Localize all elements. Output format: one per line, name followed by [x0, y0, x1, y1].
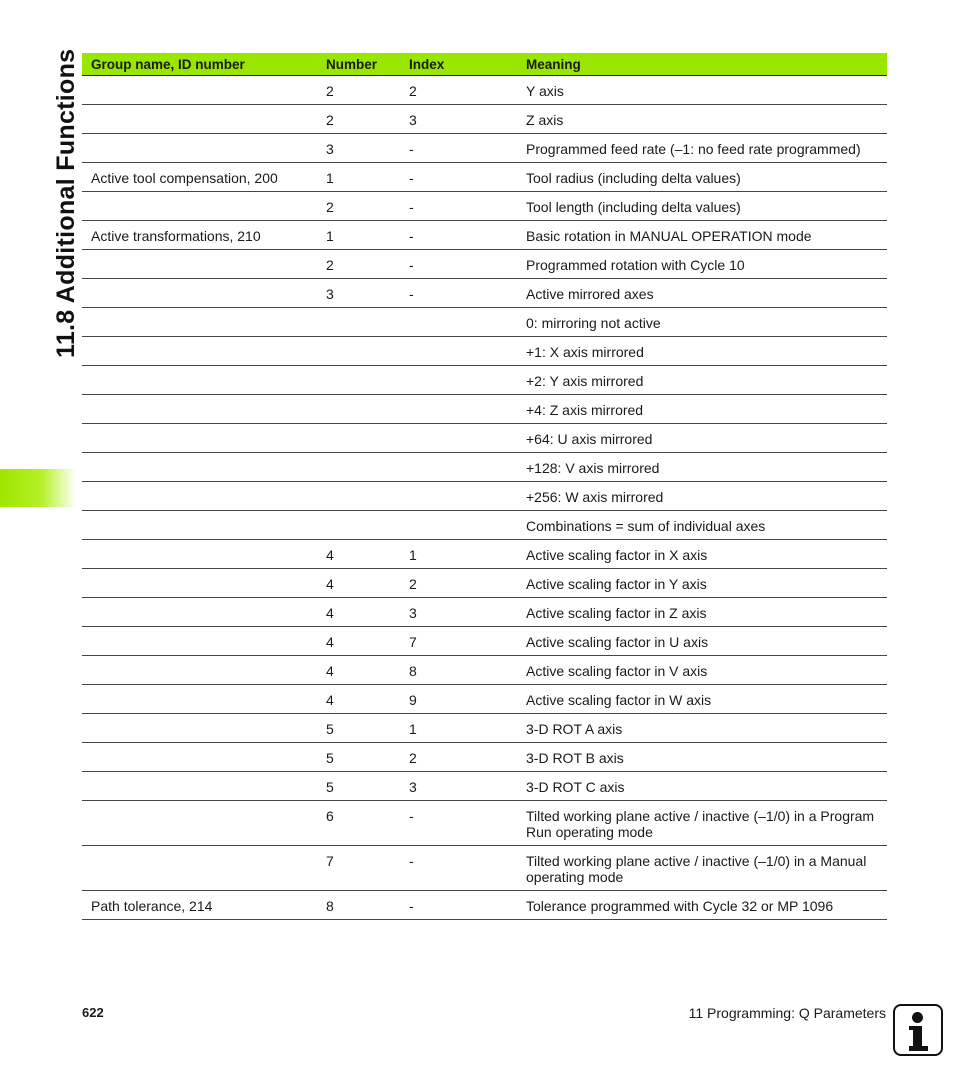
- cell-number: [326, 511, 409, 540]
- cell-meaning: Active scaling factor in V axis: [526, 656, 887, 685]
- cell-number: 5: [326, 714, 409, 743]
- cell-group: [82, 105, 326, 134]
- cell-meaning: Active mirrored axes: [526, 279, 887, 308]
- cell-number: 2: [326, 192, 409, 221]
- cell-index: 7: [409, 627, 526, 656]
- cell-group: [82, 424, 326, 453]
- table-row: [82, 453, 887, 482]
- q-parameter-table: [82, 53, 887, 920]
- table-row: [82, 801, 887, 846]
- cell-number: [326, 424, 409, 453]
- cell-group: [82, 627, 326, 656]
- cell-meaning: Tolerance programmed with Cycle 32 or MP 1096: [526, 891, 887, 920]
- info-icon-serif: [909, 1026, 917, 1030]
- cell-group: [82, 279, 326, 308]
- cell-group: [82, 308, 326, 337]
- cell-group: Path tolerance, 214: [82, 891, 326, 920]
- cell-meaning: Programmed feed rate (–1: no feed rate programmed): [526, 134, 887, 163]
- cell-meaning: Active scaling factor in U axis: [526, 627, 887, 656]
- cell-meaning: Y axis: [526, 76, 887, 105]
- cell-number: 4: [326, 569, 409, 598]
- table-row: [82, 308, 887, 337]
- cell-group: [82, 134, 326, 163]
- cell-group: [82, 511, 326, 540]
- cell-meaning: Tilted working plane active / inactive (–1/0) in a Program Run operating mode: [526, 801, 887, 846]
- cell-meaning: 3-D ROT C axis: [526, 772, 887, 801]
- table-row: [82, 424, 887, 453]
- cell-group: [82, 482, 326, 511]
- table-row: [82, 511, 887, 540]
- cell-meaning: 0: mirroring not active: [526, 308, 887, 337]
- info-icon: [893, 1004, 943, 1056]
- cell-number: 1: [326, 221, 409, 250]
- cell-meaning: +2: Y axis mirrored: [526, 366, 887, 395]
- cell-index: 3: [409, 105, 526, 134]
- table-row: [82, 743, 887, 772]
- cell-index: 2: [409, 743, 526, 772]
- table-row: [82, 163, 887, 192]
- cell-meaning: Combinations = sum of individual axes: [526, 511, 887, 540]
- table-row: [82, 192, 887, 221]
- cell-number: [326, 482, 409, 511]
- cell-number: 2: [326, 250, 409, 279]
- col-header-meaning: Meaning: [526, 53, 887, 76]
- cell-group: [82, 192, 326, 221]
- table-row: [82, 540, 887, 569]
- cell-group: [82, 743, 326, 772]
- cell-index: 2: [409, 76, 526, 105]
- cell-meaning: +1: X axis mirrored: [526, 337, 887, 366]
- cell-index: -: [409, 221, 526, 250]
- cell-group: [82, 569, 326, 598]
- cell-meaning: +128: V axis mirrored: [526, 453, 887, 482]
- cell-meaning: Basic rotation in MANUAL OPERATION mode: [526, 221, 887, 250]
- table-row: [82, 685, 887, 714]
- cell-number: 8: [326, 891, 409, 920]
- info-icon-dot: [912, 1012, 923, 1023]
- table-row: [82, 76, 887, 105]
- cell-number: 4: [326, 627, 409, 656]
- cell-group: [82, 250, 326, 279]
- cell-number: [326, 453, 409, 482]
- cell-index: [409, 482, 526, 511]
- cell-index: -: [409, 279, 526, 308]
- cell-number: [326, 337, 409, 366]
- table-row: [82, 395, 887, 424]
- cell-number: 6: [326, 801, 409, 846]
- table-row: [82, 714, 887, 743]
- table-row: [82, 482, 887, 511]
- table-row: [82, 656, 887, 685]
- cell-meaning: Active scaling factor in Z axis: [526, 598, 887, 627]
- cell-number: [326, 308, 409, 337]
- cell-number: 5: [326, 743, 409, 772]
- table-row: [82, 337, 887, 366]
- chapter-tab-marker: [0, 469, 76, 507]
- table-row: [82, 250, 887, 279]
- cell-index: 3: [409, 772, 526, 801]
- table-row: [82, 627, 887, 656]
- col-header-group: Group name, ID number: [82, 53, 326, 76]
- cell-index: -: [409, 801, 526, 846]
- cell-meaning: +64: U axis mirrored: [526, 424, 887, 453]
- cell-meaning: Programmed rotation with Cycle 10: [526, 250, 887, 279]
- cell-number: [326, 395, 409, 424]
- cell-index: [409, 337, 526, 366]
- cell-index: -: [409, 163, 526, 192]
- cell-index: 1: [409, 714, 526, 743]
- cell-number: 5: [326, 772, 409, 801]
- cell-index: [409, 366, 526, 395]
- cell-number: 4: [326, 598, 409, 627]
- cell-number: 7: [326, 846, 409, 891]
- cell-meaning: Active scaling factor in X axis: [526, 540, 887, 569]
- cell-number: 4: [326, 685, 409, 714]
- cell-index: 9: [409, 685, 526, 714]
- cell-meaning: 3-D ROT A axis: [526, 714, 887, 743]
- col-header-number: Number: [326, 53, 409, 76]
- table-body: [82, 76, 887, 920]
- cell-meaning: +4: Z axis mirrored: [526, 395, 887, 424]
- cell-group: [82, 540, 326, 569]
- table-row: [82, 105, 887, 134]
- table-row: [82, 221, 887, 250]
- cell-group: [82, 395, 326, 424]
- cell-group: [82, 714, 326, 743]
- table-row: [82, 772, 887, 801]
- col-header-index: Index: [409, 53, 526, 76]
- cell-index: -: [409, 192, 526, 221]
- cell-group: [82, 685, 326, 714]
- cell-group: Active transformations, 210: [82, 221, 326, 250]
- cell-index: 1: [409, 540, 526, 569]
- page-number: 622: [82, 1005, 104, 1020]
- section-title-text: 11.8 Additional Functions: [52, 48, 80, 358]
- cell-meaning: Active scaling factor in W axis: [526, 685, 887, 714]
- cell-number: 3: [326, 279, 409, 308]
- section-title-vertical: [22, 48, 80, 370]
- table-row: [82, 846, 887, 891]
- cell-meaning: Z axis: [526, 105, 887, 134]
- table-row: [82, 569, 887, 598]
- cell-meaning: Active scaling factor in Y axis: [526, 569, 887, 598]
- cell-number: [326, 366, 409, 395]
- cell-index: [409, 308, 526, 337]
- cell-number: 4: [326, 540, 409, 569]
- table-row: [82, 134, 887, 163]
- cell-meaning: 3-D ROT B axis: [526, 743, 887, 772]
- table-row: [82, 598, 887, 627]
- cell-index: [409, 511, 526, 540]
- cell-group: [82, 76, 326, 105]
- cell-number: 2: [326, 105, 409, 134]
- cell-number: 2: [326, 76, 409, 105]
- cell-index: 8: [409, 656, 526, 685]
- cell-group: [82, 598, 326, 627]
- cell-group: [82, 801, 326, 846]
- cell-meaning: Tilted working plane active / inactive (–1/0) in a Manual operating mode: [526, 846, 887, 891]
- cell-group: [82, 656, 326, 685]
- cell-index: -: [409, 134, 526, 163]
- cell-group: [82, 453, 326, 482]
- table-row: [82, 279, 887, 308]
- cell-group: [82, 337, 326, 366]
- table-header-row: [82, 53, 887, 76]
- table-row: [82, 891, 887, 920]
- cell-index: -: [409, 846, 526, 891]
- cell-index: 2: [409, 569, 526, 598]
- cell-index: [409, 453, 526, 482]
- cell-index: 3: [409, 598, 526, 627]
- chapter-footer: 11 Programming: Q Parameters: [688, 1005, 886, 1021]
- cell-index: -: [409, 891, 526, 920]
- cell-number: 1: [326, 163, 409, 192]
- table-row: [82, 366, 887, 395]
- cell-meaning: Tool radius (including delta values): [526, 163, 887, 192]
- cell-group: [82, 366, 326, 395]
- cell-number: 3: [326, 134, 409, 163]
- cell-group: [82, 772, 326, 801]
- cell-meaning: +256: W axis mirrored: [526, 482, 887, 511]
- cell-number: 4: [326, 656, 409, 685]
- cell-index: [409, 424, 526, 453]
- cell-group: [82, 846, 326, 891]
- cell-group: Active tool compensation, 200: [82, 163, 326, 192]
- cell-meaning: Tool length (including delta values): [526, 192, 887, 221]
- cell-index: [409, 395, 526, 424]
- cell-index: -: [409, 250, 526, 279]
